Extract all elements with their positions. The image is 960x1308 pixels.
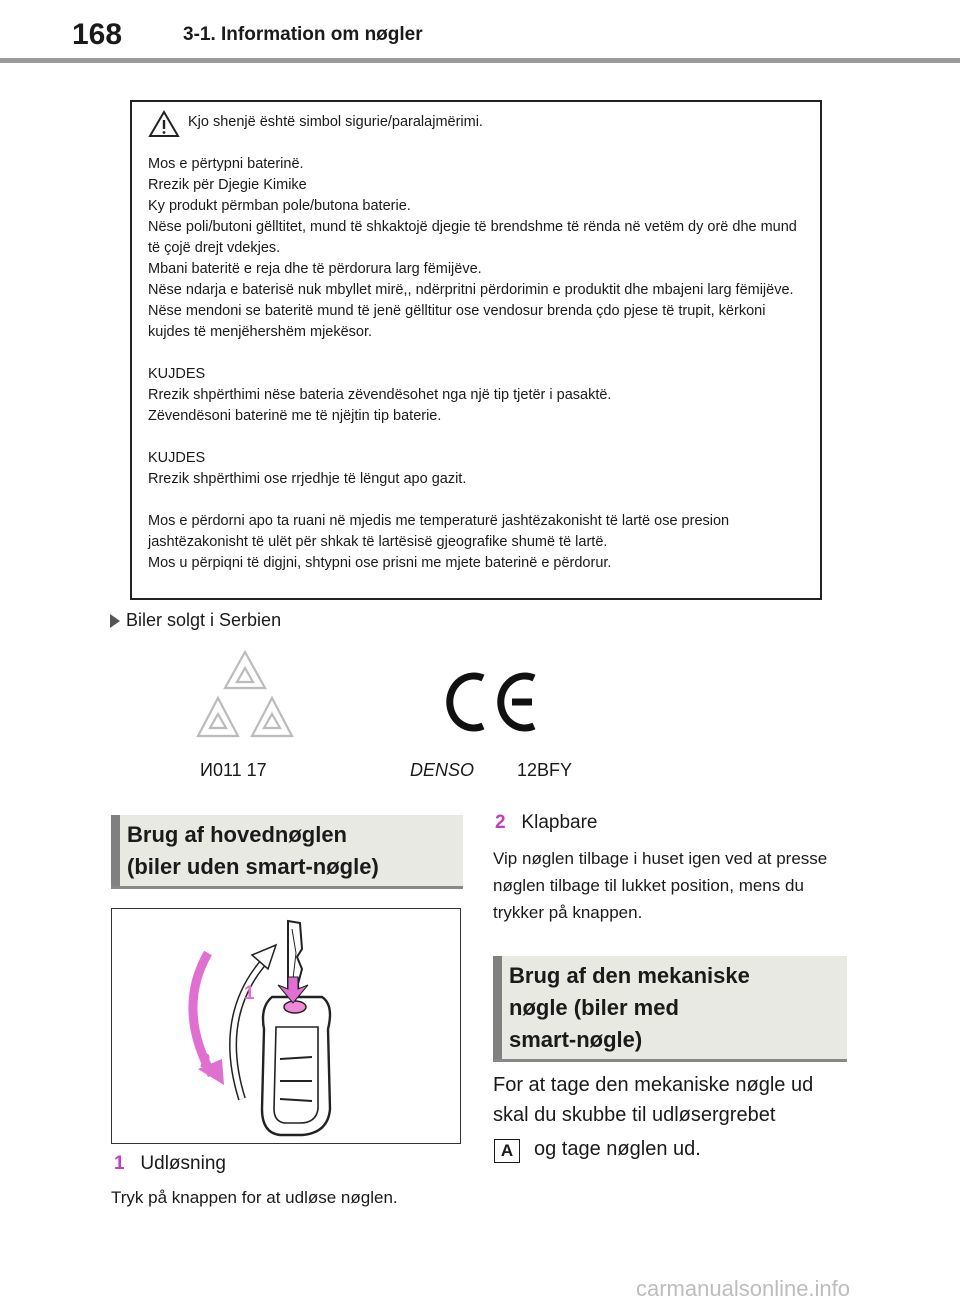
step-number: 1 xyxy=(114,1153,125,1174)
section-title-line: (biler uden smart-nøgle) xyxy=(127,854,379,879)
denso-brand: DENSO xyxy=(410,760,475,780)
serbian-cert-code: И011 17 xyxy=(200,760,267,780)
mechanical-key-description: For at tage den mekaniske nøgle ud skal du skubbe til udløsergrebet xyxy=(493,1074,814,1126)
serbian-triangle-mark xyxy=(198,652,292,736)
serbia-heading xyxy=(110,610,281,631)
warning-paragraph: Nëse ndarja e baterisë nuk mbyllet mirë,, ndërpritni përdorimin e produktit dhe mbajeni larg fëmijëve. xyxy=(148,282,794,298)
figure-label-2: 2 xyxy=(200,1051,211,1072)
step-1-description: Tryk på knappen for at udløse nøglen. xyxy=(111,1188,398,1207)
callout-label-a: A xyxy=(494,1139,520,1163)
mechanical-key-description-end: og tage nøglen ud. xyxy=(534,1138,701,1160)
caution-line: Rrezik shpërthimi ose rrjedhje të lëngut apo gazit. xyxy=(148,471,467,487)
warning-symbol-note: Kjo shenjë është simbol sigurie/paralajmërimi. xyxy=(188,114,483,130)
warning-final-line: Mos u përpiqni të digjni, shtypni ose prisni me mjete baterinë e përdorur. xyxy=(148,555,612,571)
warning-paragraph: Mbani bateritë e reja dhe të përdorura larg fëmijëve. xyxy=(148,261,482,277)
section-header-main-key xyxy=(111,815,463,889)
section-title-line: nøgle (biler med xyxy=(509,995,679,1020)
warning-paragraph: Nëse mendoni se bateritë mund të jenë gëlltitur ose vendosur brenda çdo pjese të trupit, kërkoni kujdes të menjëhershëm mjekësor. xyxy=(148,303,766,340)
section-title-line: smart-nøgle) xyxy=(509,1027,643,1052)
warning-paragraph: Rrezik për Djegie Kimike xyxy=(148,177,307,193)
triangle-bullet-icon xyxy=(110,614,120,628)
warning-paragraph: Nëse poli/butoni gëlltitet, mund të shkaktojë djegie të brendshme të rënda në vetëm dy orë dhe mund të çojë drejt vdekjes. xyxy=(148,219,797,256)
step-title: Klapbare xyxy=(521,812,598,833)
page-number: 168 xyxy=(72,18,123,51)
model-code: 12BFY xyxy=(517,760,573,780)
warning-paragraph: Ky produkt përmban pole/butona baterie. xyxy=(148,198,411,214)
watermark: carmanualsonline.info xyxy=(636,1276,851,1301)
caution-title: KUJDES xyxy=(148,366,206,382)
step-1-title xyxy=(114,1153,226,1175)
caution-line: Zëvendësoni baterinë me të njëjtin tip baterie. xyxy=(148,408,442,424)
section-title-line: Brug af hovednøglen xyxy=(127,822,347,847)
step-number: 2 xyxy=(495,812,506,833)
step-title: Udløsning xyxy=(140,1153,226,1174)
folding-key-drawing xyxy=(112,909,460,1143)
warning-final-line: Mos e përdorni apo ta ruani në mjedis me temperaturë jashtëzakonisht të lartë ose presion jashtëzakonisht të ulët për shkak të lartësisë gjeografike shumë të lartë. xyxy=(148,513,730,550)
warning-header xyxy=(148,112,804,138)
warning-triangle-icon xyxy=(148,110,180,138)
section-header-mechanical-key xyxy=(493,956,847,1062)
step-2-title xyxy=(495,812,597,834)
warning-box xyxy=(130,100,822,600)
caution-title: KUJDES xyxy=(148,450,206,466)
header-rule xyxy=(0,58,960,63)
ce-mark xyxy=(450,676,534,728)
caution-line: Rrezik shpërthimi nëse bateria zëvendësohet nga një tip tjetër i pasaktë. xyxy=(148,387,612,403)
step-2-description: Vip nøglen tilbage i huset igen ved at presse nøglen tilbage til lukket position, mens du trykker på knappen. xyxy=(493,849,828,922)
key-illustration xyxy=(111,908,461,1144)
serbia-label: Biler solgt i Serbien xyxy=(126,610,282,630)
section-title-line: Brug af den mekaniske xyxy=(509,963,750,988)
warning-paragraph: Mos e përtypni baterinë. xyxy=(148,156,304,172)
section-title: 3-1. Information om nøgler xyxy=(183,24,423,45)
figure-label-1: 1 xyxy=(244,983,255,1004)
